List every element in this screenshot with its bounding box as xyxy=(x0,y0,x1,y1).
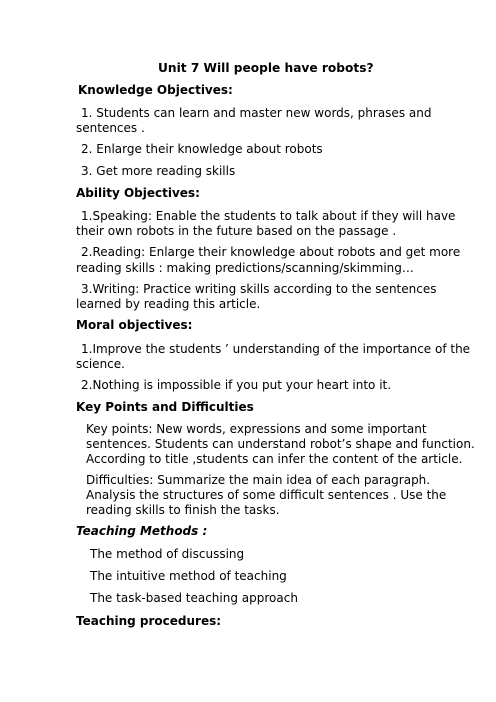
ability-item-1-line-1: 1.Speaking: Enable the students to talk about if they will have xyxy=(81,209,456,223)
teaching-procedures-heading: Teaching procedures: xyxy=(76,614,222,628)
key-points-line-1: Key points: New words, expressions and some important xyxy=(86,422,427,436)
ability-item-3-line-2: learned by reading this article. xyxy=(76,297,261,311)
ability-item-3-line-1: 3.Writing: Practice writing skills according to the sentences xyxy=(81,282,437,296)
difficulties-line-1: Difficulties: Summarize the main idea of each paragraph. xyxy=(86,473,431,487)
knowledge-item-2: 2. Enlarge their knowledge about robots xyxy=(81,142,323,156)
teaching-method-2: The intuitive method of teaching xyxy=(90,569,287,583)
ability-objectives-heading: Ability Objectives: xyxy=(76,186,200,200)
knowledge-item-1-line-1: 1. Students can learn and master new words, phrases and xyxy=(81,106,432,120)
difficulties-line-2: Analysis the structures of some difficult sentences . Use the xyxy=(86,488,447,502)
knowledge-objectives-heading: Knowledge Objectives: xyxy=(78,83,233,97)
knowledge-item-1-line-2: sentences . xyxy=(76,121,145,135)
moral-objectives-heading: Moral objectives: xyxy=(76,318,193,332)
key-points-heading: Key Points and Difficulties xyxy=(76,400,254,414)
page-title: Unit 7 Will people have robots? xyxy=(158,61,374,75)
ability-item-1-line-2: their own robots in the future based on the passage . xyxy=(76,224,397,238)
moral-item-1-line-2: science. xyxy=(76,357,125,371)
teaching-methods-heading: Teaching Methods : xyxy=(76,524,208,538)
ability-item-2-line-1: 2.Reading: Enlarge their knowledge about robots and get more xyxy=(81,245,461,259)
key-points-line-3: According to title ,students can infer the content of the article. xyxy=(86,452,463,466)
ability-item-2-line-2: reading skills : making predictions/scanning/skimming… xyxy=(76,261,414,275)
moral-item-1-line-1: 1.Improve the students ’ understanding of the importance of the xyxy=(81,342,471,356)
teaching-method-3: The task-based teaching approach xyxy=(90,591,298,605)
difficulties-line-3: reading skills to finish the tasks. xyxy=(86,503,280,517)
teaching-method-1: The method of discussing xyxy=(90,547,245,561)
moral-item-2: 2.Nothing is impossible if you put your heart into it. xyxy=(81,378,392,392)
key-points-line-2: sentences. Students can understand robot’s shape and function. xyxy=(86,437,475,451)
knowledge-item-3: 3. Get more reading skills xyxy=(81,164,236,178)
